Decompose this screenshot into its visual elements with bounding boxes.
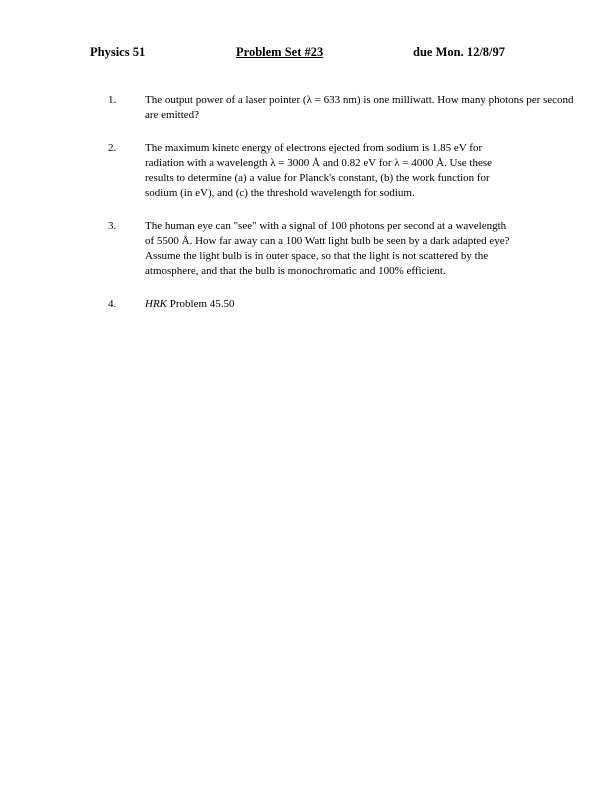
page-title: Problem Set #23 — [236, 45, 324, 59]
problem-number: 1. — [108, 94, 117, 106]
problem-item — [0, 219, 612, 279]
problem-item — [0, 141, 612, 201]
problem-text: The output power of a laser pointer (λ = 633 nm) is one milliwatt. How many photons per second are emitted? — [145, 94, 574, 121]
due-date: due Mon. 12/8/97 — [413, 45, 506, 59]
course-name: Physics 51 — [90, 45, 146, 59]
problem-number: 2. — [108, 142, 117, 154]
problem-text — [145, 297, 577, 312]
problem-text: The maximum kinetc energy of electrons ejected from sodium is 1.85 eV for radiation with a wavelength λ = 3000 Å and 0.82 eV for λ = 4000 Å. Use these results to determine (a) a value for Planck's constant, (b) the work function for sodium (in eV), and (c) the threshold wavelength for sodium. — [145, 142, 492, 199]
problem-list — [0, 93, 612, 330]
page-header — [90, 45, 530, 63]
problem-item — [0, 93, 612, 123]
textbook-abbrev: HRK — [145, 298, 167, 310]
problem-reference: Problem 45.50 — [167, 298, 235, 310]
problem-number: 3. — [108, 220, 117, 232]
problem-item — [0, 297, 612, 312]
problem-text: The human eye can "see" with a signal of 100 photons per second at a wavelength of 5500 Å. How far away can a 100 Watt light bulb be seen by a dark adapted eye? Assume the light bulb is in outer space, so that the light is not scattered by the atmosphere, and that the bulb is monochromatic and 100% efficient. — [145, 220, 510, 277]
problem-number: 4. — [108, 298, 117, 310]
